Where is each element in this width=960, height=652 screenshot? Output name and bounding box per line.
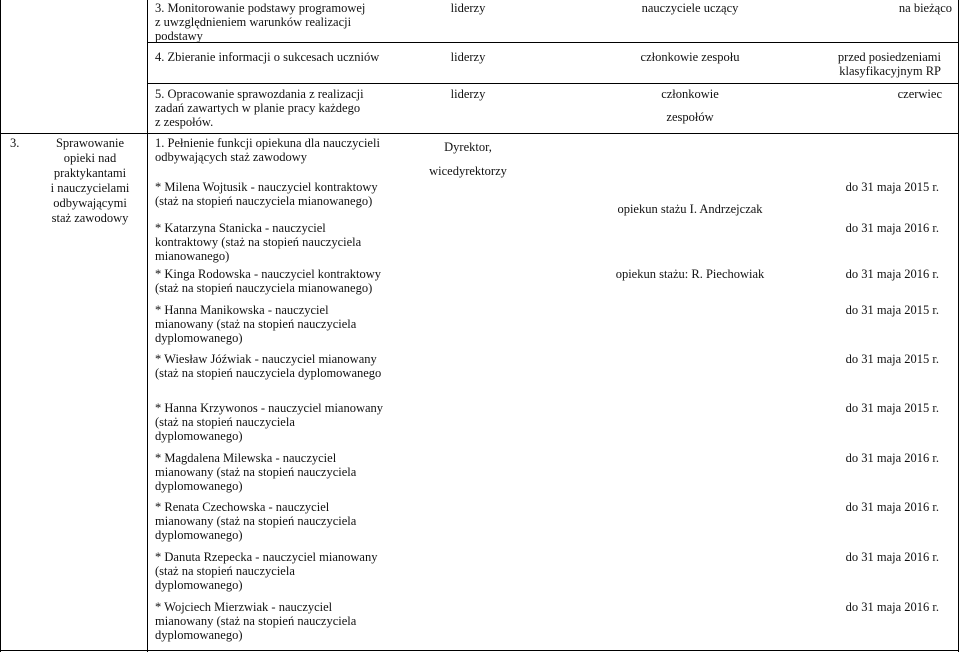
row-line [0, 650, 959, 651]
task-head-line: 1. Pełnienie funkcji opiekuna dla nauczycieli [155, 136, 380, 150]
task-3-line: z uwzględnieniem warunków realizacji [155, 15, 352, 29]
teacher-line: (staż na stopień nauczyciela [155, 415, 295, 429]
teacher-date: do 31 maja 2015 r. [845, 401, 939, 415]
col-line [0, 0, 1, 652]
teacher-line: * Hanna Manikowska - nauczyciel [155, 303, 329, 317]
teacher-line: * Magdalena Milewska - nauczyciel [155, 451, 337, 465]
tutor-1: opiekun stażu I. Andrzejczak [617, 202, 763, 216]
time-5: czerwiec [897, 87, 942, 101]
section-resp-line: wicedyrektorzy [429, 164, 507, 178]
section-title-line: i nauczycielami [50, 181, 130, 195]
time-3: na bieżąco [898, 1, 952, 15]
teacher-line: * Renata Czechowska - nauczyciel [155, 500, 330, 514]
row-line [147, 83, 959, 84]
teacher-date: do 31 maja 2016 r. [845, 600, 939, 614]
teacher-line: mianowany (staż na stopień nauczyciela [155, 465, 357, 479]
teacher-line: (staż na stopień nauczyciela mianowanego) [155, 281, 373, 295]
teacher-line: * Katarzyna Stanicka - nauczyciel [155, 221, 326, 235]
teacher-line: mianowany (staż na stopień nauczyciela [155, 614, 357, 628]
task-5-line: 5. Opracowanie sprawozdania z realizacji [155, 87, 364, 101]
time-4-line: przed posiedzeniami [837, 50, 941, 64]
teacher-line: mianowany (staż na stopień nauczyciela [155, 317, 357, 331]
row-line [147, 42, 959, 43]
teacher-line: dyplomowanego) [155, 528, 243, 542]
teacher-line: * Kinga Rodowska - nauczyciel kontraktowy [155, 267, 381, 281]
tutor-2: opiekun stażu: R. Piechowiak [615, 267, 765, 281]
task-5-line: zadań zawartych w planie pracy każdego [155, 101, 361, 115]
teacher-line: * Milena Wojtusik - nauczyciel kontraktowy [155, 180, 378, 194]
teacher-line: * Wojciech Mierzwiak - nauczyciel [155, 600, 333, 614]
section-title-line: odbywającymi [53, 196, 127, 210]
col-line [147, 0, 148, 652]
teacher-line: dyplomowanego) [155, 628, 243, 642]
resp-3: liderzy [450, 1, 486, 15]
teacher-line: dyplomowanego) [155, 479, 243, 493]
teacher-line: (staż na stopień nauczyciela [155, 564, 295, 578]
teacher-date: do 31 maja 2016 r. [845, 550, 939, 564]
task-4: 4. Zbieranie informacji o sukcesach uczniów [155, 50, 380, 64]
section-number: 3. [10, 136, 20, 150]
resp-5: liderzy [450, 87, 486, 101]
row-line [0, 133, 959, 134]
teacher-date: do 31 maja 2015 r. [845, 352, 939, 366]
teacher-line: (staż na stopień nauczyciela dyplomowanego [155, 366, 382, 380]
task-5-line: z zespołów. [155, 115, 214, 129]
section-title-line: praktykantami [53, 166, 127, 180]
task-head-line: odbywających staż zawodowy [155, 150, 308, 164]
teacher-line: * Hanna Krzywonos - nauczyciel mianowany [155, 401, 384, 415]
section-title-line: opieki nad [63, 151, 117, 165]
part-3: nauczyciele uczący [641, 1, 739, 15]
part-4: członkowie zespołu [640, 50, 740, 64]
teacher-line: dyplomowanego) [155, 429, 243, 443]
teacher-line: mianowanego) [155, 249, 230, 263]
section-title-line: staż zawodowy [51, 211, 129, 225]
part-5-line: zespołów [666, 110, 714, 124]
teacher-line: dyplomowanego) [155, 331, 243, 345]
part-5-line: członkowie [661, 87, 719, 101]
resp-4: liderzy [450, 50, 486, 64]
teacher-line: * Danuta Rzepecka - nauczyciel mianowany [155, 550, 378, 564]
section-resp-line: Dyrektor, [444, 140, 492, 154]
teacher-date: do 31 maja 2016 r. [845, 500, 939, 514]
teacher-date: do 31 maja 2016 r. [845, 221, 939, 235]
col-line [958, 0, 959, 652]
teacher-line: kontraktowy (staż na stopień nauczyciela [155, 235, 362, 249]
teacher-date: do 31 maja 2016 r. [845, 267, 939, 281]
time-4-line: klasyfikacyjnym RP [839, 64, 941, 78]
teacher-date: do 31 maja 2015 r. [845, 303, 939, 317]
section-title-line: Sprawowanie [55, 136, 125, 150]
teacher-line: * Wiesław Jóźwiak - nauczyciel mianowany [155, 352, 377, 366]
teacher-line: dyplomowanego) [155, 578, 243, 592]
teacher-line: mianowany (staż na stopień nauczyciela [155, 514, 357, 528]
teacher-date: do 31 maja 2015 r. [845, 180, 939, 194]
task-3-line: podstawy [155, 29, 203, 43]
teacher-line: (staż na stopień nauczyciela mianowanego) [155, 194, 373, 208]
teacher-date: do 31 maja 2016 r. [845, 451, 939, 465]
task-3-line: 3. Monitorowanie podstawy programowej [155, 1, 366, 15]
